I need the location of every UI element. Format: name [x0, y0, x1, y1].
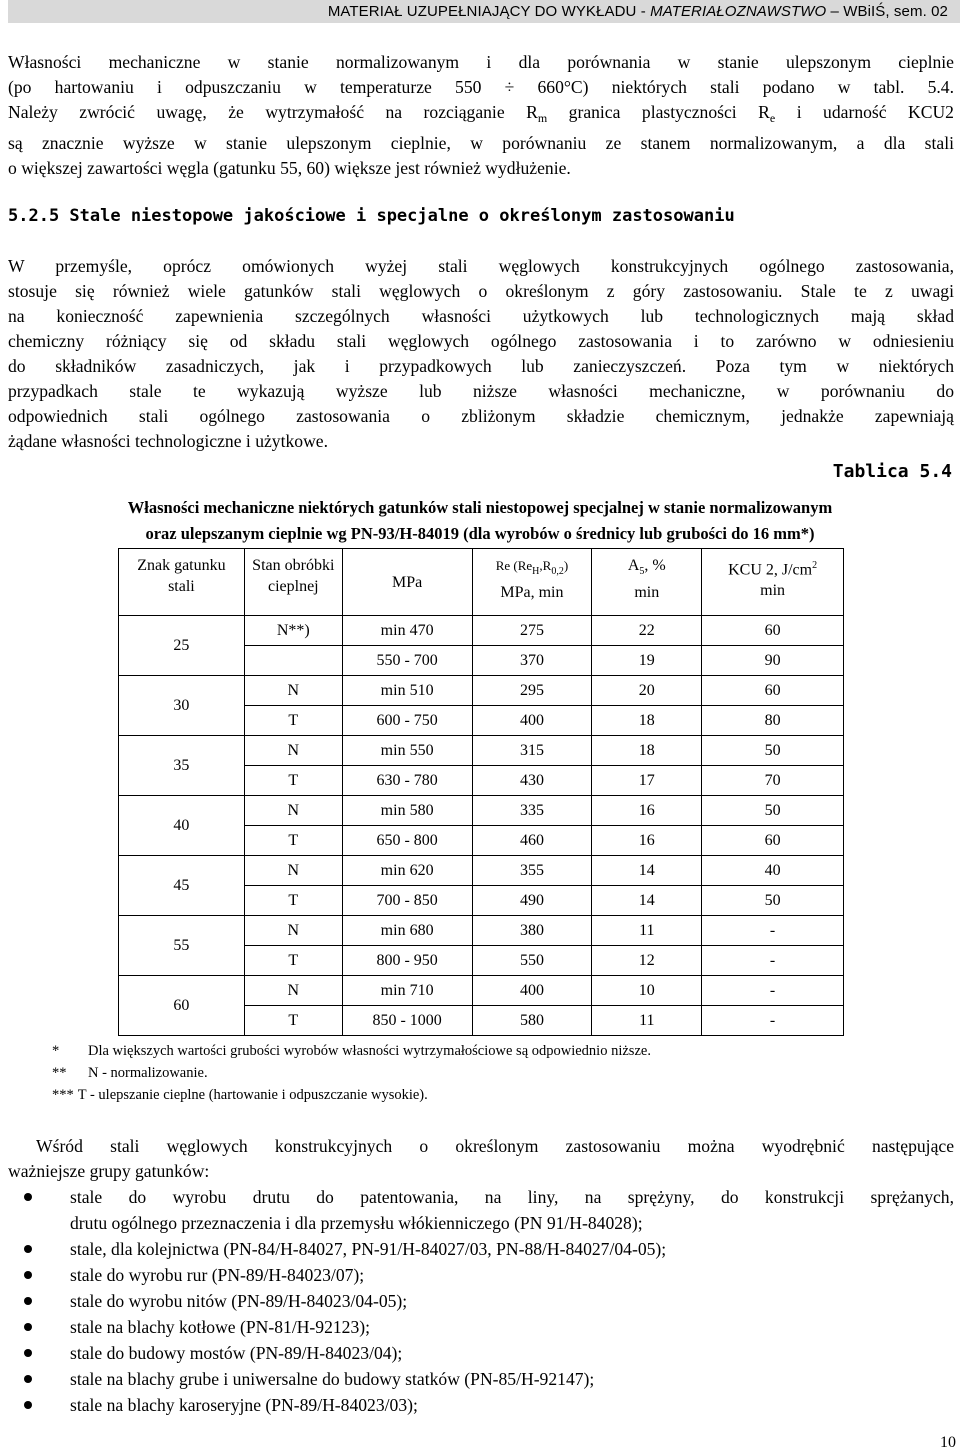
- table-row: [119, 916, 844, 946]
- cell-grade: 30: [119, 676, 245, 736]
- list-item: stale do wyrobu drutu do patentowania, na liny, na sprężyny, do konstrukcji sprężanych, drutu ogólnego przeznaczenia i dla przemysłu włókienniczego (PN 91/H-84028);: [24, 1184, 954, 1236]
- cell-re: 580: [472, 1006, 592, 1036]
- header-state: Stan obróbki cieplnej: [244, 549, 342, 616]
- section-line: stosuje się również wiele gatunków stali węglowych o określonym z góry zastosowaniu. Stale te z uwagi: [8, 281, 954, 301]
- cell-a5: 22: [592, 616, 702, 646]
- cell-re: 550: [472, 946, 592, 976]
- section-line: chemiczny różniący się od składu stali węglowych ogólnego zastosowania i to zarówno w odniesieniu: [8, 331, 954, 351]
- cell-state: N**): [244, 616, 342, 646]
- bullet-icon: [24, 1297, 32, 1305]
- header-a5: $A_5$, % min: [592, 549, 702, 616]
- cell-rm: min 580: [342, 796, 472, 826]
- cell-kcu: 80: [702, 706, 844, 736]
- cell-state: N: [244, 976, 342, 1006]
- section-paragraph: [8, 254, 954, 454]
- cell-re: 275: [472, 616, 592, 646]
- cell-rm: min 550: [342, 736, 472, 766]
- cell-a5: 11: [592, 1006, 702, 1036]
- cell-state: T: [244, 886, 342, 916]
- cell-state: N: [244, 736, 342, 766]
- cell-a5: 12: [592, 946, 702, 976]
- cell-re: 400: [472, 706, 592, 736]
- intro-line: Należy zwrócić uwagę, że wytrzymałość na rozciąganie $R_m$ granica plastyczności $R_e$ i udarność KCU2: [8, 102, 954, 125]
- header-suffix: – WBiIŚ, sem. 02: [826, 3, 948, 20]
- cell-grade: 45: [119, 856, 245, 916]
- table-row: [119, 856, 844, 886]
- cell-kcu: -: [702, 916, 844, 946]
- cell-kcu: 90: [702, 646, 844, 676]
- table-label: Tablica 5.4: [832, 461, 952, 482]
- cell-rm: 800 - 950: [342, 946, 472, 976]
- header-prefix: MATERIAŁ UZUPEŁNIAJĄCY DO WYKŁADU -: [327, 3, 651, 20]
- table-header-row: [119, 549, 844, 616]
- cell-state: T: [244, 706, 342, 736]
- cell-kcu: 50: [702, 796, 844, 826]
- header-text: [328, 3, 948, 20]
- cell-state: N: [244, 856, 342, 886]
- bullet-icon: [24, 1323, 32, 1331]
- list-item: stale na blachy grube i uniwersalne do budowy statków (PN-85/H-92147);: [24, 1366, 954, 1392]
- intro-line: są znacznie wyższe w stanie ulepszonym cieplnie, w porównaniu ze stanem normalizowanym, a dla stali: [8, 133, 954, 153]
- table-row: [119, 616, 844, 646]
- list-item: stale do wyrobu rur (PN-89/H-84023/07);: [24, 1262, 954, 1288]
- cell-rm: min 510: [342, 676, 472, 706]
- cell-re: 400: [472, 976, 592, 1006]
- cell-rm: min 680: [342, 916, 472, 946]
- cell-a5: 18: [592, 736, 702, 766]
- page-header: [8, 0, 960, 23]
- cell-re: 295: [472, 676, 592, 706]
- list-item: stale na blachy kotłowe (PN-81/H-92123);: [24, 1314, 954, 1340]
- table-caption-line2: oraz ulepszanym cieplnie wg PN-93/H-84019 (dla wyrobów o średnicy lub grubości do 16 mm*): [145, 524, 815, 543]
- cell-re: 370: [472, 646, 592, 676]
- cell-grade: 60: [119, 976, 245, 1036]
- header-kcu: KCU 2, $J/cm^2$ min: [702, 549, 844, 616]
- cell-kcu: -: [702, 976, 844, 1006]
- cell-kcu: 70: [702, 766, 844, 796]
- section-line: W przemyśle, oprócz omówionych wyżej stali węglowych konstrukcyjnych ogólnego zastosowania,: [8, 256, 954, 276]
- section-line: przypadkach stale te wykazują wyższe lub niższe własności mechaniczne, w porównaniu do: [8, 381, 954, 401]
- cell-state: [244, 646, 342, 676]
- bullet-icon: [24, 1245, 32, 1253]
- section-line: odpowiednich stali ogólnego zastosowania o zbliżonym składzie chemicznym, jednakże zapewniają: [8, 406, 954, 426]
- cell-re: 490: [472, 886, 592, 916]
- properties-table: [118, 548, 844, 1036]
- groups-intro-line: Wśród stali węglowych konstrukcyjnych o określonym zastosowaniu można wyodrębnić następujące: [36, 1136, 954, 1156]
- bullet-icon: [24, 1401, 32, 1409]
- table-caption-line1: Własności mechaniczne niektórych gatunków stali niestopowej specjalnej w stanie normalizowanym: [127, 498, 833, 517]
- cell-a5: 16: [592, 796, 702, 826]
- cell-re: 335: [472, 796, 592, 826]
- section-line: żądane własności technologiczne i użytkowe.: [8, 431, 328, 451]
- footnote: ** N - normalizowanie.: [52, 1065, 208, 1081]
- footnote: * Dla większych wartości grubości wyrobów własności wytrzymałościowe są odpowiednio niższe.: [52, 1043, 651, 1059]
- cell-re: 315: [472, 736, 592, 766]
- cell-kcu: 60: [702, 826, 844, 856]
- list-item: stale do budowy mostów (PN-89/H-84023/04);: [24, 1340, 954, 1366]
- cell-grade: 35: [119, 736, 245, 796]
- cell-a5: 19: [592, 646, 702, 676]
- page-number: 10: [940, 1434, 956, 1451]
- cell-re: 380: [472, 916, 592, 946]
- cell-state: T: [244, 766, 342, 796]
- cell-a5: 17: [592, 766, 702, 796]
- cell-rm: 700 - 850: [342, 886, 472, 916]
- cell-kcu: 50: [702, 886, 844, 916]
- cell-kcu: 60: [702, 616, 844, 646]
- intro-paragraph: [8, 50, 954, 181]
- cell-state: N: [244, 796, 342, 826]
- table-row: [119, 796, 844, 826]
- bullet-icon: [24, 1349, 32, 1357]
- cell-kcu: -: [702, 946, 844, 976]
- header-re: Re $(Re_H,R_{0,2})$ MPa, min: [472, 549, 592, 616]
- header-grade: Znak gatunku stali: [119, 549, 245, 616]
- cell-rm: 630 - 780: [342, 766, 472, 796]
- cell-rm: min 620: [342, 856, 472, 886]
- table-row: [119, 976, 844, 1006]
- cell-rm: min 470: [342, 616, 472, 646]
- cell-rm: min 710: [342, 976, 472, 1006]
- table-row: [119, 676, 844, 706]
- cell-a5: 14: [592, 856, 702, 886]
- section-heading: 5.2.5 Stale niestopowe jakościowe i specjalne o określonym zastosowaniu: [8, 206, 735, 226]
- bullet-icon: [24, 1375, 32, 1383]
- section-line: do składników zasadniczych, jak i przypadkowych lub zanieczyszczeń. Poza tym w niektórych: [8, 356, 954, 376]
- cell-state: T: [244, 946, 342, 976]
- steel-groups-list: [24, 1184, 954, 1418]
- section-line: na konieczność zapewnienia szczególnych własności użytkowych lub technologicznych mają skład: [8, 306, 954, 326]
- footnote: *** T - ulepszanie cieplne (hartowanie i odpuszczanie wysokie).: [52, 1087, 428, 1103]
- bullet-icon: [24, 1193, 32, 1201]
- cell-a5: 16: [592, 826, 702, 856]
- cell-state: T: [244, 826, 342, 856]
- cell-a5: 18: [592, 706, 702, 736]
- cell-a5: 11: [592, 916, 702, 946]
- cell-re: 430: [472, 766, 592, 796]
- cell-rm: 650 - 800: [342, 826, 472, 856]
- cell-a5: 10: [592, 976, 702, 1006]
- cell-re: 460: [472, 826, 592, 856]
- cell-state: T: [244, 1006, 342, 1036]
- table-row: [119, 736, 844, 766]
- cell-kcu: 50: [702, 736, 844, 766]
- cell-a5: 14: [592, 886, 702, 916]
- bullet-icon: [24, 1271, 32, 1279]
- list-item: stale do wyrobu nitów (PN-89/H-84023/04-05);: [24, 1288, 954, 1314]
- cell-re: 355: [472, 856, 592, 886]
- cell-kcu: 60: [702, 676, 844, 706]
- groups-intro-line: ważniejsze grupy gatunków:: [8, 1161, 210, 1181]
- cell-kcu: -: [702, 1006, 844, 1036]
- list-item: stale na blachy karoseryjne (PN-89/H-84023/03);: [24, 1392, 954, 1418]
- cell-rm: 850 - 1000: [342, 1006, 472, 1036]
- cell-rm: 600 - 750: [342, 706, 472, 736]
- list-item: stale, dla kolejnictwa (PN-84/H-84027, PN-91/H-84027/03, PN-88/H-84027/04-05);: [24, 1236, 954, 1262]
- intro-line: (po hartowaniu i odpuszczaniu w temperaturze 550 ÷ 660°C) niektórych stali podano w tabl. 5.4.: [8, 77, 954, 97]
- cell-state: N: [244, 676, 342, 706]
- intro-line: Własności mechaniczne w stanie normalizowanym i dla porównania w stanie ulepszonym cieplnie: [8, 52, 954, 72]
- header-rm: MPa: [342, 549, 472, 616]
- groups-intro-paragraph: [8, 1134, 954, 1184]
- header-subject: MATERIAŁOZNAWSTWO: [650, 3, 827, 20]
- cell-a5: 20: [592, 676, 702, 706]
- cell-kcu: 40: [702, 856, 844, 886]
- cell-grade: 55: [119, 916, 245, 976]
- cell-rm: 550 - 700: [342, 646, 472, 676]
- cell-grade: 25: [119, 616, 245, 676]
- cell-state: N: [244, 916, 342, 946]
- intro-line: o większej zawartości węgla (gatunku 55, 60) większe jest również wydłużenie.: [8, 158, 571, 178]
- cell-grade: 40: [119, 796, 245, 856]
